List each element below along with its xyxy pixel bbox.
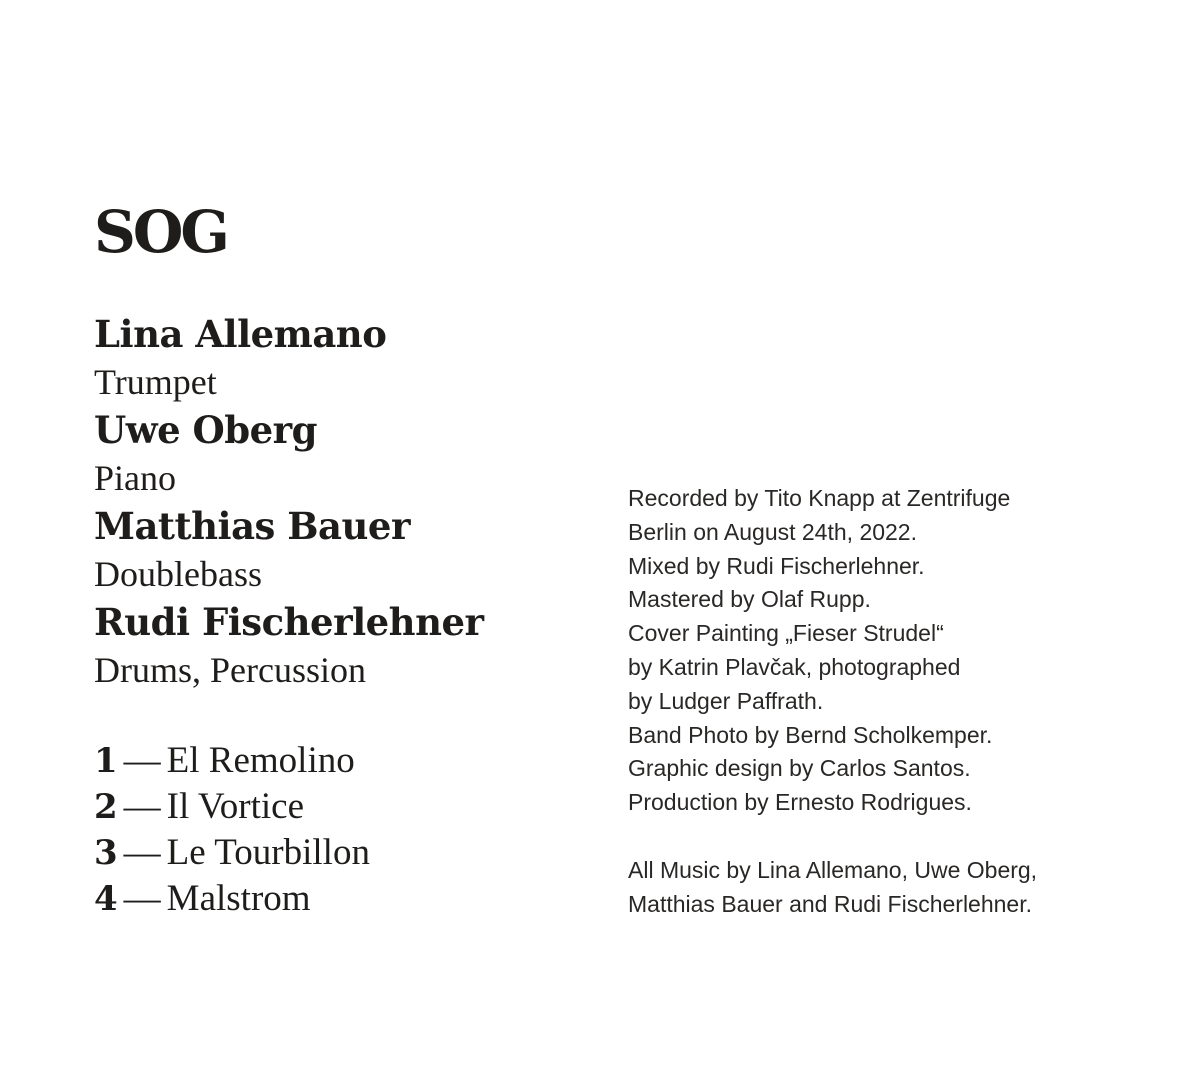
credit-line: by Katrin Plavčak, photographed <box>628 653 961 680</box>
musician-entry <box>94 310 654 406</box>
credit-line: Production by Ernesto Rodrigues. <box>628 789 972 816</box>
track-title: Malstrom <box>166 878 311 919</box>
track-number: 2 <box>94 787 118 827</box>
musician-name: Rudi Fischerlehner <box>94 600 484 644</box>
tracklist <box>94 738 594 922</box>
track-item <box>94 738 594 784</box>
credits-spacer <box>628 820 1168 854</box>
musician-entry <box>94 502 654 598</box>
credit-line: Cover Painting „Fieser Strudel“ <box>628 620 944 647</box>
track-number: 4 <box>94 879 118 919</box>
track-number: 3 <box>94 833 118 873</box>
track-title: Il Vortice <box>166 786 305 827</box>
track-separator: — <box>123 832 161 873</box>
credit-line: Graphic design by Carlos Santos. <box>628 755 971 782</box>
musician-instrument: Drums, Percussion <box>94 650 366 690</box>
personnel-list <box>94 310 654 694</box>
album-title: SOG <box>94 198 227 266</box>
credit-line: Band Photo by Bernd Scholkemper. <box>628 721 993 748</box>
musician-name: Matthias Bauer <box>94 504 410 548</box>
musician-name: Lina Allemano <box>94 312 387 356</box>
track-title: Le Tourbillon <box>166 832 370 873</box>
musician-instrument: Piano <box>94 458 177 498</box>
track-item <box>94 830 594 876</box>
credits-block <box>628 482 1168 921</box>
track-title: El Remolino <box>166 740 355 781</box>
musician-name: Uwe Oberg <box>94 408 318 452</box>
musician-entry <box>94 598 654 694</box>
credit-line: Recorded by Tito Knapp at Zentrifuge <box>628 485 1011 511</box>
track-number: 1 <box>94 741 118 781</box>
track-separator: — <box>123 740 161 781</box>
credit-line: Berlin on August 24th, 2022. <box>628 518 917 545</box>
track-item <box>94 784 594 830</box>
credit-line: Mastered by Olaf Rupp. <box>628 586 871 613</box>
track-separator: — <box>123 786 161 827</box>
musician-instrument: Doublebass <box>94 554 262 594</box>
track-item <box>94 876 594 922</box>
track-separator: — <box>123 878 161 919</box>
musician-instrument: Trumpet <box>94 362 217 402</box>
composer-credit-line: Matthias Bauer and Rudi Fischerlehner. <box>628 890 1032 917</box>
composer-credit-line: All Music by Lina Allemano, Uwe Oberg, <box>628 856 1038 883</box>
credit-line: by Ludger Paffrath. <box>628 687 824 714</box>
musician-entry <box>94 406 654 502</box>
credit-line: Mixed by Rudi Fischerlehner. <box>628 552 925 579</box>
